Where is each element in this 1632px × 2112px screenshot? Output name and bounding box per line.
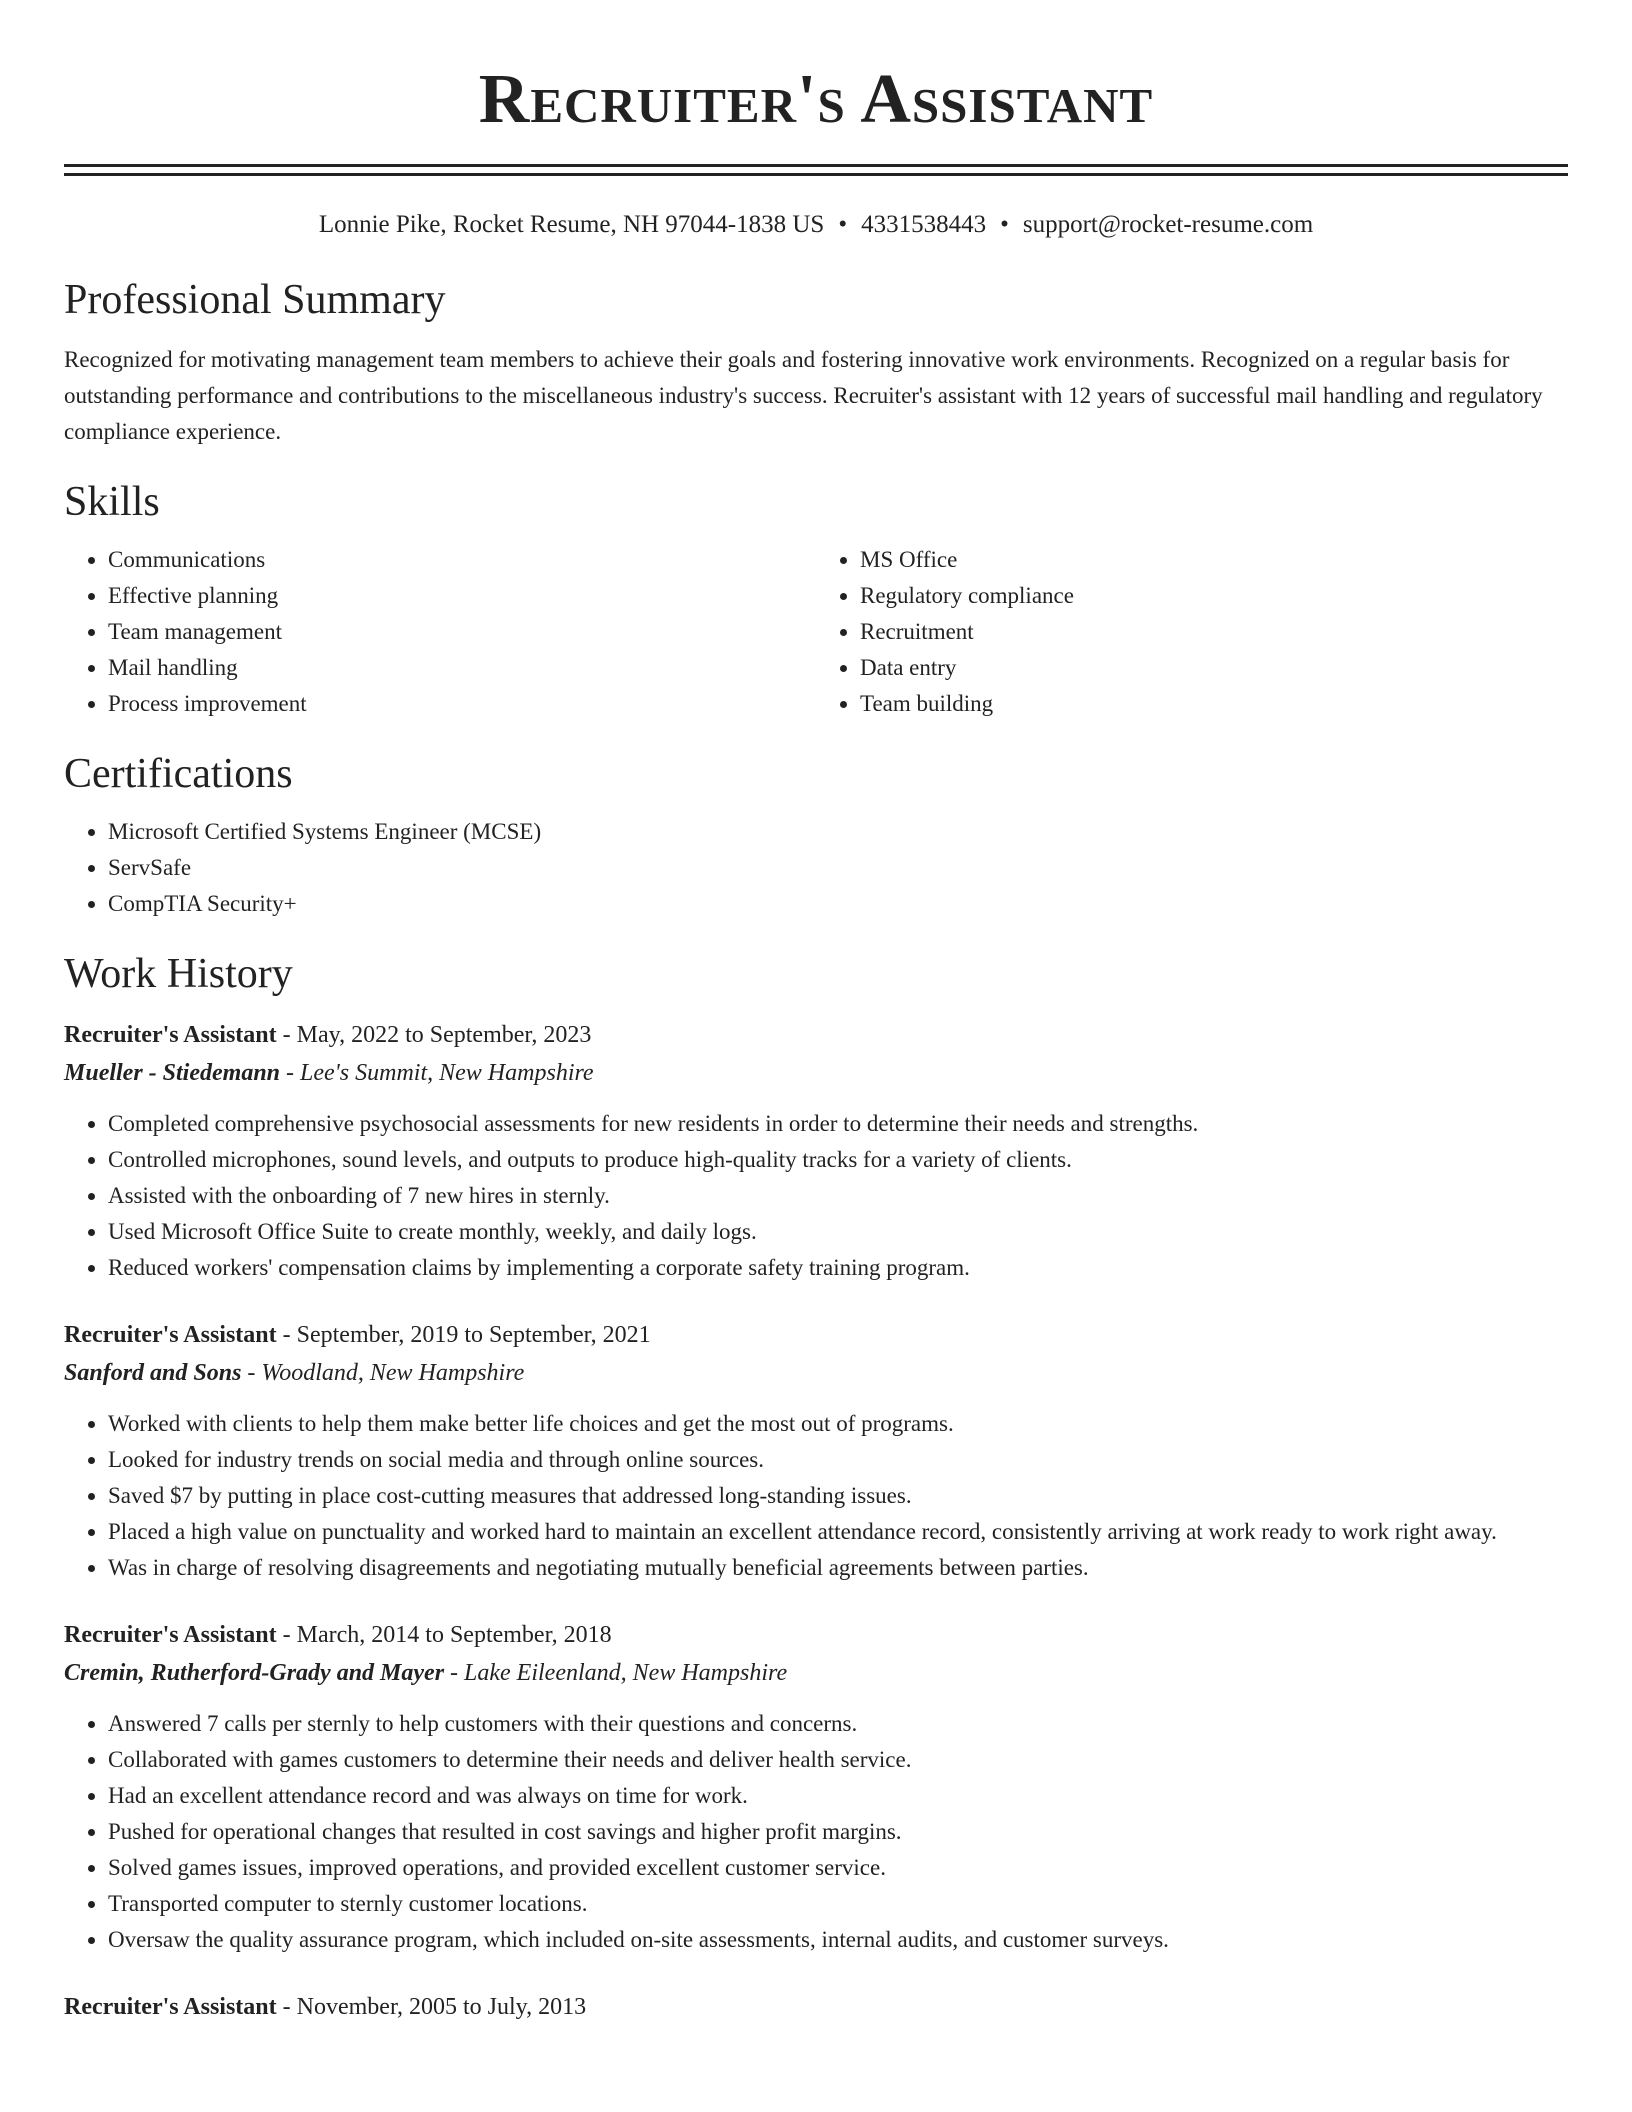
job-role: Recruiter's Assistant [64,1994,277,2020]
contact-separator: • [838,211,848,238]
job-bullet: • Saved $7 by putting in place cost-cutting measures that addressed long-standing issues. [108,1478,1568,1514]
job-bullet: • Collaborated with games customers to determine their needs and deliver health service. [108,1742,1568,1778]
job-bullet: • Worked with clients to help them make better life choices and get the most out of programs. [108,1406,1568,1442]
job-dash: - [280,1060,301,1086]
job-dates: September, 2019 to September, 2021 [296,1322,651,1348]
contact-address: Lonnie Pike, Rocket Resume, NH 97044-1838 US [318,211,825,238]
skills-list-left [64,542,816,722]
job-title-line [64,1016,1568,1054]
skill-item: • Mail handling [108,650,816,686]
skill-item: • Team management [108,614,816,650]
certification-item: • CompTIA Security+ [108,886,1568,922]
resume-title: Recruiter's Assistant [478,61,1154,138]
job-dates: May, 2022 to September, 2023 [296,1022,592,1048]
skill-item: • Effective planning [108,578,816,614]
resume-page [64,0,1568,2026]
job-role: Recruiter's Assistant [64,1022,277,1048]
skill-item: • MS Office [860,542,1568,578]
work-history-heading: Work History [64,951,293,997]
job-dash: - [276,1622,297,1648]
certification-item: • ServSafe [108,850,1568,886]
job-location: Woodland, New Hampshire [261,1360,525,1386]
job-dates: March, 2014 to September, 2018 [296,1622,612,1648]
contact-line [64,208,1568,242]
job-bullet: • Solved games issues, improved operations, and provided excellent customer service. [108,1850,1568,1886]
skills-list-right [816,542,1568,722]
certification-item: • Microsoft Certified Systems Engineer (MCSE) [108,814,1568,850]
title-double-rule [64,164,1568,176]
job-bullet: • Answered 7 calls per sternly to help customers with their questions and concerns. [108,1706,1568,1742]
skill-item: • Team building [860,686,1568,722]
job-company-line [64,1054,1568,1092]
job-company: Mueller - Stiedemann [64,1060,281,1086]
job-company-line [64,1354,1568,1392]
certifications-heading: Certifications [64,751,293,797]
job-company: Cremin, Rutherford-Grady and Mayer [64,1660,445,1686]
job-bullets [64,1706,1568,1958]
job-entry [64,1616,1568,1958]
job-bullet: • Looked for industry trends on social media and through online sources. [108,1442,1568,1478]
certifications-list [64,814,1568,922]
work-history-list [64,1016,1568,2026]
skill-item: • Process improvement [108,686,816,722]
job-dash: - [241,1360,262,1386]
job-entry [64,1016,1568,1286]
job-title-line [64,1316,1568,1354]
job-dash: - [276,1022,297,1048]
job-dash: - [276,1994,297,2020]
job-role: Recruiter's Assistant [64,1622,277,1648]
job-title-line [64,1988,1568,2026]
contact-email: support@rocket-resume.com [1022,211,1314,238]
job-entry [64,1988,1568,2026]
job-bullet: • Used Microsoft Office Suite to create monthly, weekly, and daily logs. [108,1214,1568,1250]
job-bullet: • Was in charge of resolving disagreements and negotiating mutually beneficial agreements between parties. [108,1550,1568,1586]
job-entry [64,1316,1568,1586]
skill-item: • Communications [108,542,816,578]
job-bullet: • Placed a high value on punctuality and worked hard to maintain an excellent attendance record, consistently arriving at work ready to work right away. [108,1514,1568,1550]
job-company: Sanford and Sons [64,1360,242,1386]
job-company-line [64,1654,1568,1692]
job-bullet: • Pushed for operational changes that resulted in cost savings and higher profit margins. [108,1814,1568,1850]
skills-heading: Skills [64,479,160,525]
skill-item: • Regulatory compliance [860,578,1568,614]
job-bullet: • Oversaw the quality assurance program, which included on-site assessments, internal audits, and customer surveys. [108,1922,1568,1958]
summary-heading: Professional Summary [64,277,446,323]
skills-columns [64,542,1568,722]
job-dash: - [444,1660,465,1686]
skill-item: • Data entry [860,650,1568,686]
job-location: Lake Eileenland, New Hampshire [464,1660,788,1686]
job-bullet: • Assisted with the onboarding of 7 new hires in sternly. [108,1178,1568,1214]
job-bullets [64,1406,1568,1586]
job-role: Recruiter's Assistant [64,1322,277,1348]
job-bullet: • Reduced workers' compensation claims by implementing a corporate safety training program. [108,1250,1568,1286]
job-dates: November, 2005 to July, 2013 [296,1994,587,2020]
job-bullet: • Completed comprehensive psychosocial assessments for new residents in order to determine their needs and strengths. [108,1106,1568,1142]
job-location: Lee's Summit, New Hampshire [300,1060,594,1086]
job-bullets [64,1106,1568,1286]
job-title-line [64,1616,1568,1654]
job-bullet: • Controlled microphones, sound levels, and outputs to produce high-quality tracks for a variety of clients. [108,1142,1568,1178]
job-dash: - [276,1322,297,1348]
job-bullet: • Had an excellent attendance record and was always on time for work. [108,1778,1568,1814]
job-bullet: • Transported computer to sternly customer locations. [108,1886,1568,1922]
contact-separator: • [1000,211,1009,238]
skill-item: • Recruitment [860,614,1568,650]
contact-phone: 4331538443 [861,211,987,238]
summary-text: Recognized for motivating management team members to achieve their goals and fostering innovative work environments. Recognized on a regular basis for outstanding performance and contributions to the miscellaneous industry's success. Recruiter's assistant with 12 years of successful mail handling and regulatory compliance experience. [64,347,1543,444]
